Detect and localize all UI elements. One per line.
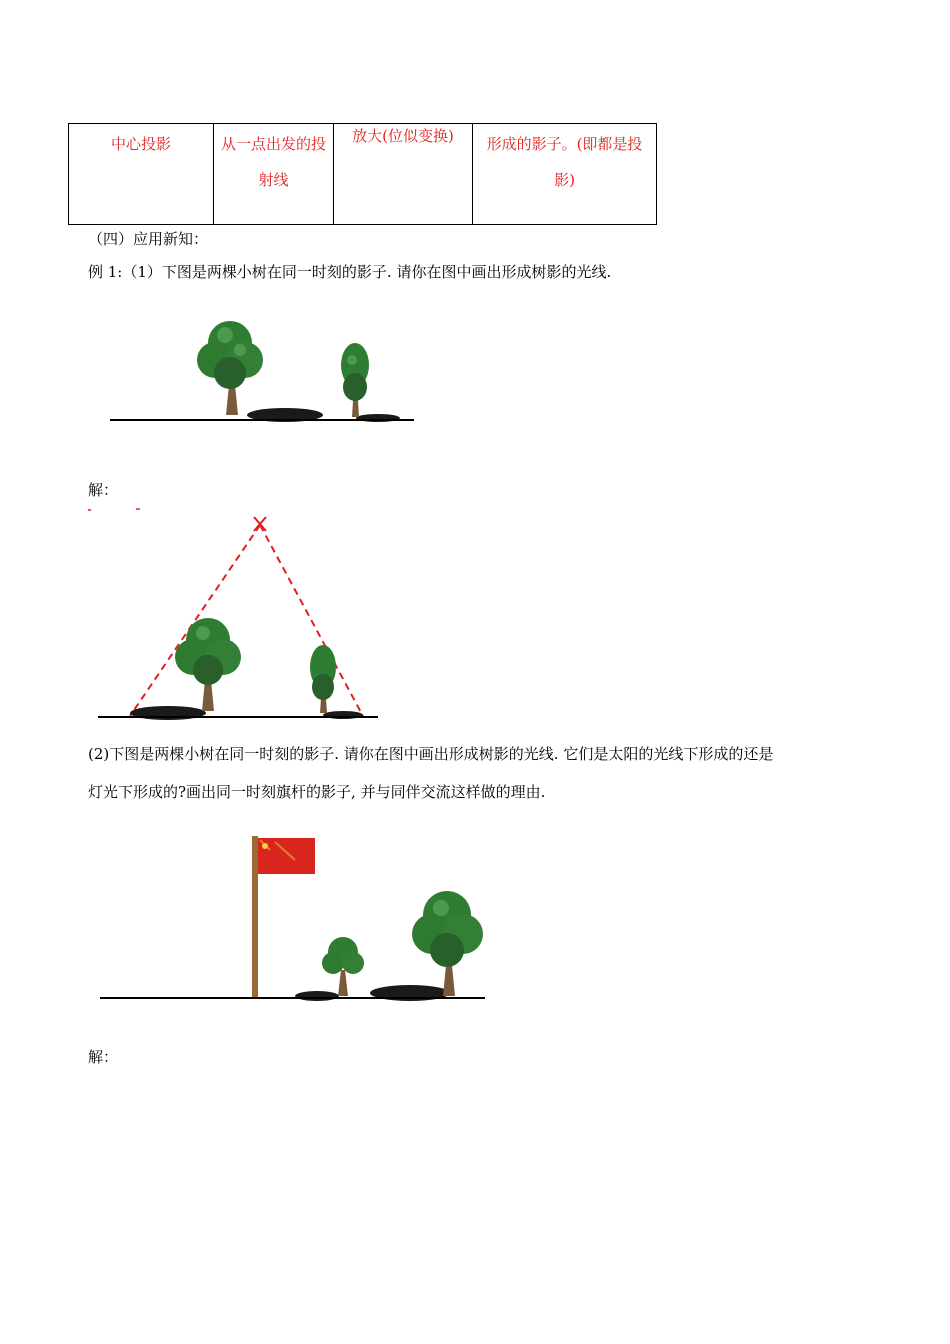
section-heading: （四）应用新知： [88,230,209,248]
example2-question-line1: (2)下图是两棵小树在同一时刻的影子. 请你在图中画出形成树影的光线. 它们是太阳的光线下形成的还是 [88,745,774,763]
table-cell: 形成的影子。(即都是投影) [473,124,657,225]
light-source-mark [254,517,266,531]
tree-large [175,618,241,711]
flagpole [252,836,258,998]
table-row [69,124,657,225]
table-cell: 中心投影 [69,124,214,225]
tree-small [341,343,369,417]
example2-solution-label: 解： [88,1048,119,1066]
tree-shadow [295,991,339,1001]
red-marks [88,509,140,510]
projection-table [68,123,657,225]
tree-small [322,937,364,996]
example2-question-line2: 灯光下形成的?画出同一时刻旗杆的影子, 并与同伴交流这样做的理由. [88,783,546,801]
example1-question: 例 1:（1）下图是两棵小树在同一时刻的影子. 请你在图中画出形成树影的光线. [88,263,612,281]
table-cell: 放大(位似变换) [334,124,473,225]
figure-solution-light-rays [88,505,388,730]
example1-solution-label: 解： [88,481,119,499]
star-icon [262,843,268,849]
tree-large [412,891,483,996]
flag [257,838,315,874]
tree-small [310,645,336,713]
tree-large [197,321,263,415]
light-ray-left [130,525,260,716]
table-cell: 从一点出发的投射线 [214,124,334,225]
figure-flagpole-trees [95,830,490,1010]
light-ray-right [260,525,363,716]
figure-two-trees [100,305,430,450]
